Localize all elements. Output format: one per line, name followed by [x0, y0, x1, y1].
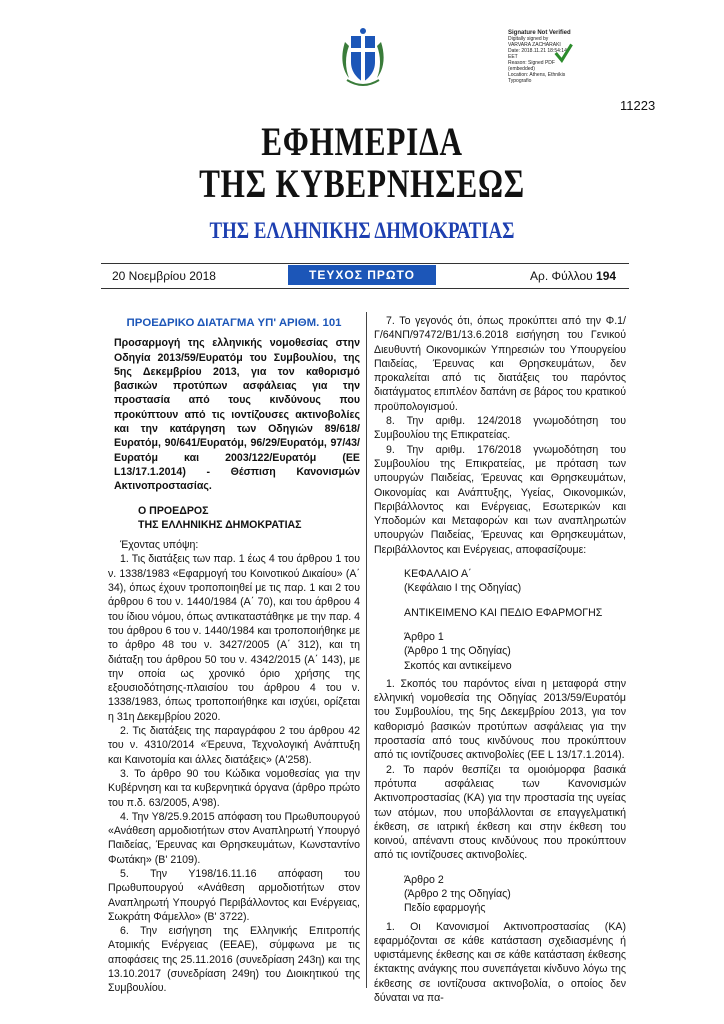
article1-subheading: (Άρθρο 1 της Οδηγίας) [404, 645, 511, 658]
chapter-heading: ΚΕΦΑΛΑΙΟ Α΄ [404, 568, 472, 581]
decree-summary: Προσαρμογή της ελληνικής νομοθεσίας στην Οδηγία 2013/59/Ευρατόμ του Συμβουλίου, της 5ης Δεκεμβρίου 2013, για τον καθορισμό βασικών προτύπων ασφάλειας για την προστασία από τους κινδύνους που προκύπτουν από τις ιοντίζουσες ακτινοβολίες και την κατάργηση των Οδηγιών 89/618/Ευρατόμ, 90/641/Ευρατόμ, 96/29/Ευρατόμ, 97/43/Ευρατόμ και 2003/122/Ευρατόμ (EE L13/17.1.2014) - Θέσπιση Κανονισμών Ακτινοπροστασίας. [114, 337, 360, 493]
digital-signature-stamp [508, 30, 588, 104]
article1-heading: Άρθρο 1 [404, 630, 444, 643]
paragraph: 9. Την αριθμ. 176/2018 γνωμοδότηση του Συμβουλίου της Επικρατείας, με πρόταση των υπουργών Παιδείας, Έρευνας και Θρησκευμάτων, Οικονομίας και Ανάπτυξης, Υγείας, Οικονομικών, Περιβάλλοντος και Ενέργειας, Εσωτερικών και Υποδομών και Μεταφορών και των αναπληρωτών υπουργών Παιδείας, Έρευνας και Θρησκευμάτων, Περιβάλλοντος και Ενέργειας, αποφασίζουμε: [374, 443, 626, 556]
signature-title: Signature Not Verified [508, 30, 571, 36]
header-top-rule [101, 263, 629, 264]
signature-line: Typografio [508, 78, 532, 84]
article2-subheading: (Άρθρο 2 της Οδηγίας) [404, 887, 511, 900]
paragraph: 7. Το γεγονός ότι, όπως προκύπτει από την Φ.1/Γ/64ΝΠ/97472/Β1/13.6.2018 εισήγηση του Γενικού Διευθυντή Οικονομικών Υπηρεσιών του Υπουργείου Παιδείας, Έρευνας και Θρησκευμάτων, δεν προκαλείται από τις διατάξεις του παρόντος διατάγματος επιπλέον δαπάνη σε βάρος του κρατικού προϋπολογισμού. [374, 315, 626, 413]
paragraph: 4. Την Υ8/25.9.2015 απόφαση του Πρωθυπουργού «Ανάθεση αρμοδιοτήτων στον Αναπληρωτή Υπουργό Παιδείας, Έρευνας και Θρησκευμάτων, Κωνσταντίνο Φωτάκη» (Β' 2109). [108, 810, 360, 866]
sheet-number: 194 [596, 269, 617, 283]
paragraph: 6. Την εισήγηση της Ελληνικής Επιτροπής Ατομικής Ενέργειας (ΕΕΑΕ), σύμφωνα με τις αποφάσεις της 25.11.2016 (συνεδρίαση 243η) και της 13.10.2017 (συνεδρίαση 249η) του Διοικητικού της Συμβουλίου. [108, 925, 360, 995]
gazette-title-line2: ΤΗΣ ΚΥΒΕΡΝΗΣΕΩΣ [199, 161, 525, 206]
sheet-label: Αρ. Φύλλου [530, 269, 593, 283]
decree-heading: ΠΡΟΕΔΡΙΚΟ ΔΙΑΤΑΓΜΑ ΥΠ' ΑΡΙΘΜ. 101 [126, 317, 342, 329]
issue-date: 20 Νοεμβρίου 2018 [112, 269, 216, 283]
paragraph: 2. Το παρόν θεσπίζει τα ομοιόμορφα βασικά πρότυπα ασφάλειας των Κανονισμών Ακτινοπροστασίας (ΚΑ) για την προστασία της υγείας των ατόμων, που υποβάλλονται σε επαγγελματική έκθεση, σε ιατρική έκθεση και στην έκθεση του κοινού, απέναντι στους κινδύνους που προκύπτουν από τις ιοντίζουσες ακτινοβολίες. [374, 763, 626, 862]
right-column [374, 314, 626, 1005]
article1-title: Σκοπός και αντικείμενο [404, 659, 512, 672]
article2-heading: Άρθρο 2 [404, 873, 444, 886]
president-line2: ΤΗΣ ΕΛΛΗΝΙΚΗΣ ΔΗΜΟΚΡΑΤΙΑΣ [138, 518, 302, 531]
signature-check-icon [552, 40, 574, 66]
greek-coat-of-arms-icon [335, 24, 391, 90]
signature-line: (embedded) [508, 66, 535, 72]
president-line1: Ο ΠΡΟΕΔΡΟΣ [138, 504, 209, 517]
gazette-title-line1: ΕΦΗΜΕΡΙΔΑ [261, 119, 463, 164]
column-divider [366, 312, 367, 988]
article2-title: Πεδίο εφαρμογής [404, 902, 486, 915]
page-number: 11223 [620, 98, 656, 113]
chapter-title: ΑΝΤΙΚΕΙΜΕΝΟ ΚΑΙ ΠΕΔΙΟ ΕΦΑΡΜΟΓΗΣ [404, 606, 603, 619]
paragraph: 2. Τις διατάξεις της παραγράφου 2 του άρθρου 42 του ν. 4310/2014 «Έρευνα, Τεχνολογική Ανάπτυξη και Καινοτομία και άλλες διατάξεις» (Α'258). [108, 725, 360, 766]
signature-line: Reason: Signed PDF [508, 60, 555, 66]
signature-line: Location: Athens, Ethnikis [508, 72, 566, 78]
signature-line: Digitally signed by [508, 36, 549, 42]
sheet-number-label [530, 269, 616, 283]
issue-label: ΤΕΥΧΟΣ ΠΡΩΤΟ [288, 265, 436, 285]
chapter-subheading: (Κεφάλαιο Ι της Οδηγίας) [404, 582, 522, 595]
paragraph: 1. Τις διατάξεις των παρ. 1 έως 4 του άρθρου 1 του ν. 1338/1983 «Εφαρμογή του Κοινοτικού Δικαίου» (Α΄ 34), όπως έχουν τροποποιηθεί με τις παρ. 1 και 2 του άρθρου 6 του ν. 1440/1984 (Α΄ 70), και του άρθρου 4 του ίδιου νόμου, όπως αντικαταστάθηκε με την παρ. 4 του άρθρου 6 του ν. 1440/1984 και τροποποιήθηκε με το άρθρο 48 του ν. 3427/2005 (Α΄ 312), και τη διάταξη του άρθρου 50 του ν. 4342/2015 (Α΄ 143), με την οποία ως χρονικό όριο χρήσης της εξουσιοδότησης-πλαισίου του άρθρου 4 του ν. 1338/1983, όπως τροποποιήθηκε και ισχύει, ορίζεται η 31η Δεκεμβρίου 2020. [108, 553, 361, 723]
paragraph: 5. Την Υ198/16.11.16 απόφαση του Πρωθυπουργού «Ανάθεση αρμοδιοτήτων στον Αναπληρωτή Υπουργό Περιβάλλοντος και Ενέργειας, Σωκράτη Φάμελλο» (Β' 3722). [108, 867, 360, 923]
paragraph: 3. Το άρθρο 90 του Κώδικα νομοθεσίας για την Κυβέρνηση και τα κυβερνητικά όργανα (άρθρο πρώτο του π.δ. 63/2005, Α'98). [108, 767, 360, 809]
left-column [108, 314, 360, 996]
considering-label: Έχοντας υπόψη: [120, 539, 199, 552]
paragraph: 1. Οι Κανονισμοί Ακτινοπροστασίας (ΚΑ) εφαρμόζονται σε κάθε κατάσταση σχεδιασμένης ή υφιστάμενης έκθεσης και σε κάθε κατάσταση έκθεσης έκτακτης ανάγκης που συνεπάγεται κίνδυνο λόγω της έκθεσης σε ιοντίζουσα ακτινοβολία, ο οποίος δεν δύναται να πα- [374, 920, 626, 1005]
paragraph: 8. Την αριθμ. 124/2018 γνωμοδότηση του Συμβουλίου της Επικρατείας. [374, 415, 626, 442]
signature-line: EET [508, 54, 518, 60]
signature-line: VARVARA ZACHARAKI [508, 42, 561, 48]
gazette-subtitle: ΤΗΣ ΕΛΛΗΝΙΚΗΣ ΔΗΜΟΚΡΑΤΙΑΣ [209, 218, 515, 243]
signature-line: Date: 2018.11.21 18:54:14 [508, 48, 567, 54]
paragraph: 1. Σκοπός του παρόντος είναι η μεταφορά στην ελληνική νομοθεσία της Οδηγίας 2013/59/Ευρατόμ του Συμβουλίου, της 5ης Δεκεμβρίου 2013, για τον καθορισμό βασικών προτύπων ασφάλειας για την προστασία από τους κινδύνους που προκύπτουν από τις ιοντίζουσες ακτινοβολίες (EE L 13/17.1.2014). [374, 677, 626, 762]
header-bottom-rule [101, 288, 629, 289]
